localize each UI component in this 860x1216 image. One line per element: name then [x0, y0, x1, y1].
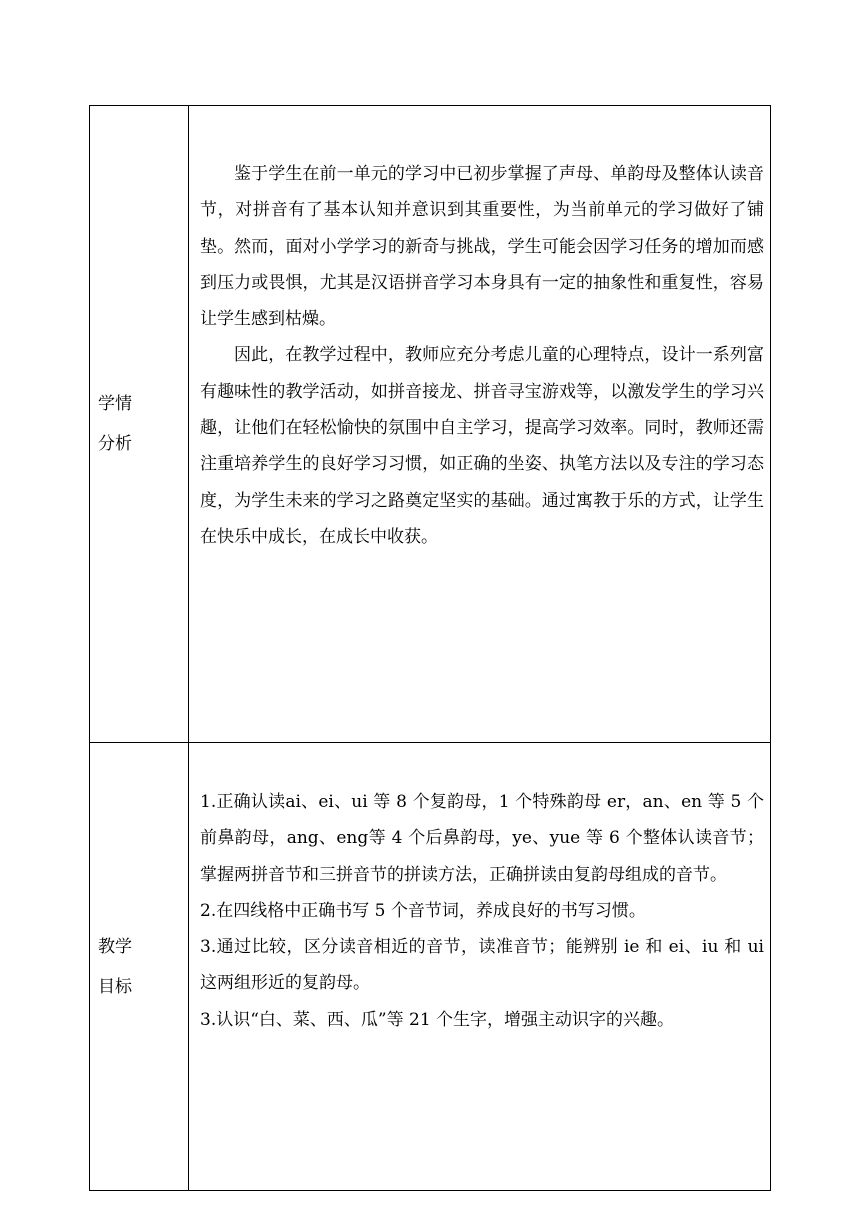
goal-item-1: 1.正确认读ai、ei、ui 等 8 个复韵母，1 个特殊韵母 er，an、en 等 5 个前鼻韵母，ang、eng等 4 个后鼻韵母，ye、yue 等 6 个整体认读音节；掌握两拼音节和三拼音节的拼读方法，正确拼读由复韵母组成的音节。: [200, 792, 764, 885]
table-row-analysis: [90, 106, 771, 743]
goals-content-cell: [189, 743, 771, 1191]
goals-label-cell: [90, 743, 189, 1191]
analysis-label-cell: [90, 106, 189, 743]
analysis-content-cell: [189, 106, 771, 743]
goals-label-line2: 目标: [98, 976, 132, 997]
goal-item-3: 3.通过比较，区分读音相近的音节，读准音节；能辨别 ie 和 ei、iu 和 ui 这两组形近的复韵母。: [200, 937, 764, 994]
goal-item-2: 2.在四线格中正确书写 5 个音节词，养成良好的书写习惯。: [200, 900, 646, 921]
analysis-paragraph-1: 鉴于学生在前一单元的学习中已初步掌握了声母、单韵母及整体认读音节，对拼音有了基本认知并意识到其重要性，为当前单元的学习做好了铺垫。然而，面对小学学习的新奇与挑战，学生可能会因学习任务的增加而感到压力或畏惧，尤其是汉语拼音学习本身具有一定的抽象性和重复性，容易让学生感到枯燥。: [200, 164, 764, 330]
table-row-goals: [90, 743, 771, 1191]
lesson-plan-table: [89, 105, 771, 1191]
goals-label-line1: 教学: [98, 936, 132, 957]
analysis-label-line1: 学情: [98, 394, 132, 414]
analysis-label-line2: 分析: [98, 434, 132, 454]
analysis-paragraph-2: 因此，在教学过程中，教师应充分考虑儿童的心理特点，设计一系列富有趣味性的教学活动，如拼音接龙、拼音寻宝游戏等，以激发学生的学习兴趣，让他们在轻松愉快的氛围中自主学习，提高学习效率。同时，教师还需注重培养学生的良好学习习惯，如正确的坐姿、执笔方法以及专注的学习态度，为学生未来的学习之路奠定坚实的基础。通过寓教于乐的方式，让学生在快乐中成长，在成长中收获。: [200, 345, 764, 547]
goal-item-4: 3.认识“白、菜、西、瓜”等 21 个生字，增强主动识字的兴趣。: [200, 1009, 675, 1030]
